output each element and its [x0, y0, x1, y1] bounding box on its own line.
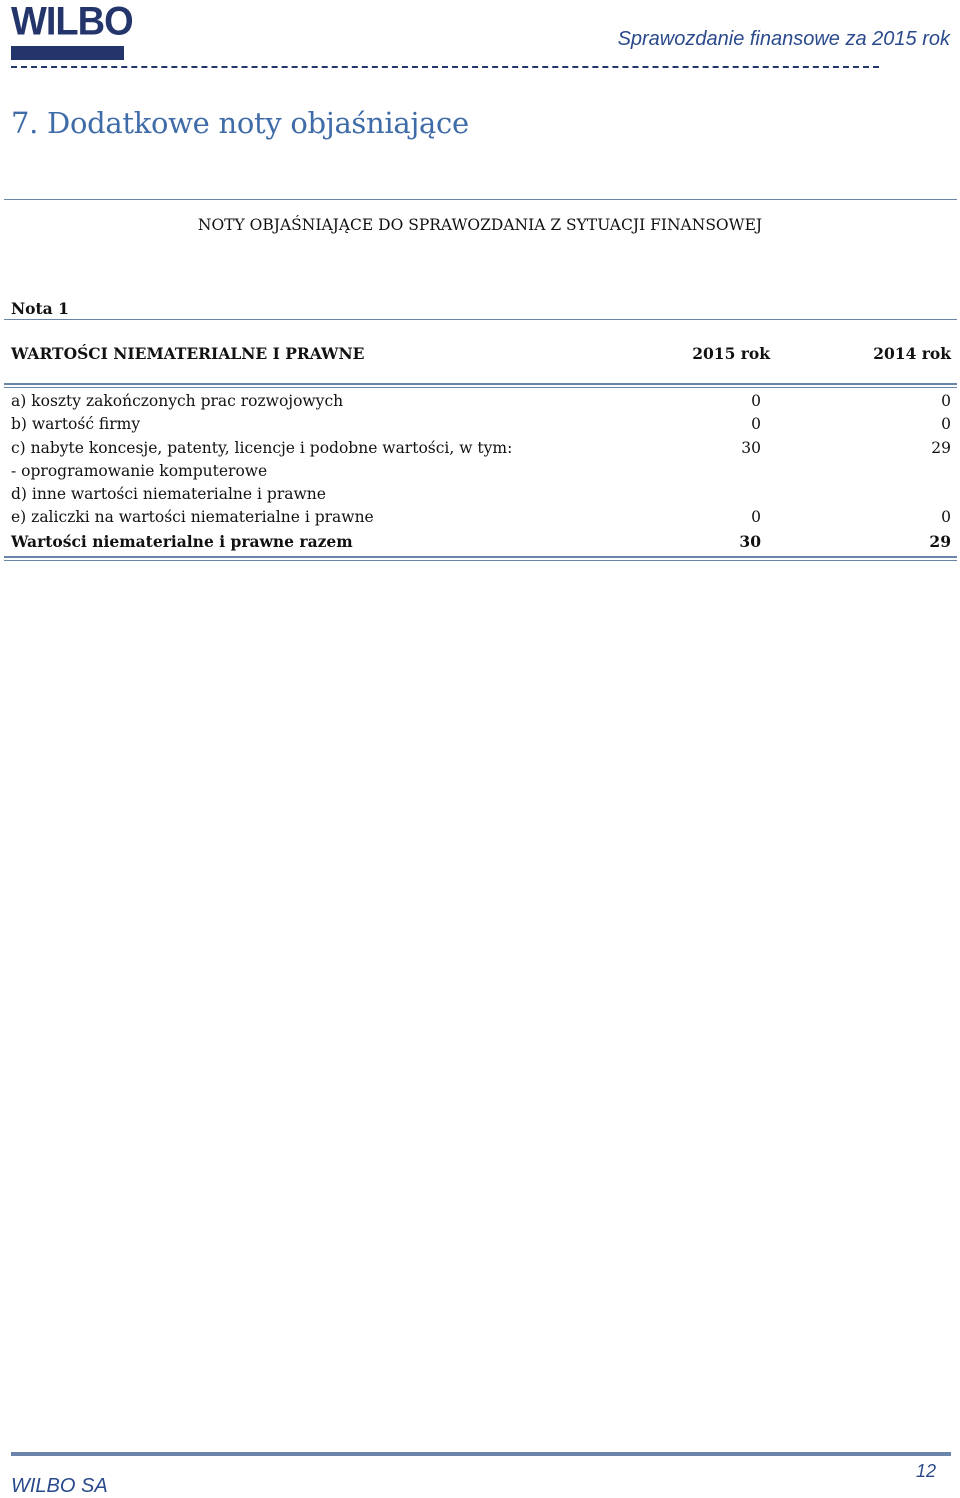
- row-label: e) zaliczki na wartości niematerialne i prawne: [11, 508, 374, 527]
- total-2014: 29: [929, 531, 951, 551]
- column-header-2014: 2014 rok: [873, 344, 951, 363]
- report-title: Sprawozdanie finansowe za 2015 rok: [617, 28, 950, 50]
- value-2014: 29: [931, 438, 951, 457]
- table-header-divider: [4, 383, 957, 388]
- value-2015: 30: [741, 438, 761, 457]
- value-2014: 0: [941, 508, 951, 527]
- row-label: c) nabyte koncesje, patenty, licencje i podobne wartości, w tym:: [11, 438, 513, 457]
- table-row: [11, 483, 951, 506]
- table-bottom-divider: [4, 556, 957, 561]
- table-total-row: [11, 530, 951, 553]
- row-label: b) wartość firmy: [11, 415, 141, 434]
- row-label: - oprogramowanie komputerowe: [11, 461, 268, 480]
- company-logo: [11, 0, 133, 60]
- divider: [4, 199, 957, 200]
- value-2015: 0: [751, 508, 761, 527]
- table-row: [11, 390, 951, 413]
- table-row: [11, 506, 951, 529]
- table-header: [11, 344, 951, 366]
- table-body: [11, 390, 951, 553]
- table-row: [11, 460, 951, 483]
- row-label: d) inne wartości niematerialne i prawne: [11, 485, 326, 504]
- column-header-2015: 2015 rok: [692, 344, 770, 363]
- row-label: a) koszty zakończonych prac rozwojowych: [11, 392, 344, 410]
- logo-bar: [11, 46, 124, 60]
- table-row: [11, 437, 951, 460]
- total-label: Wartości niematerialne i prawne razem: [11, 531, 353, 551]
- header-dashed-divider: [11, 66, 879, 68]
- footer-bar: [11, 1452, 951, 1456]
- value-2014: 0: [941, 415, 951, 434]
- logo-text: WILBO: [11, 0, 133, 45]
- total-2015: 30: [739, 531, 761, 551]
- divider: [4, 319, 957, 320]
- table-row: [11, 413, 951, 436]
- value-2015: 0: [751, 415, 761, 434]
- document-heading: NOTY OBJAŚNIAJĄCE DO SPRAWOZDANIA Z SYTUACJI FINANSOWEJ: [197, 216, 763, 234]
- value-2015: 0: [751, 392, 761, 410]
- section-title: 7. Dodatkowe noty objaśniające: [11, 106, 469, 140]
- note-label: Nota 1: [11, 299, 69, 318]
- table-title: WARTOŚCI NIEMATERIALNE I PRAWNE: [11, 344, 365, 363]
- value-2014: 0: [941, 392, 951, 410]
- page-number: 12: [915, 1461, 936, 1481]
- footer-company: WILBO SA: [11, 1475, 108, 1497]
